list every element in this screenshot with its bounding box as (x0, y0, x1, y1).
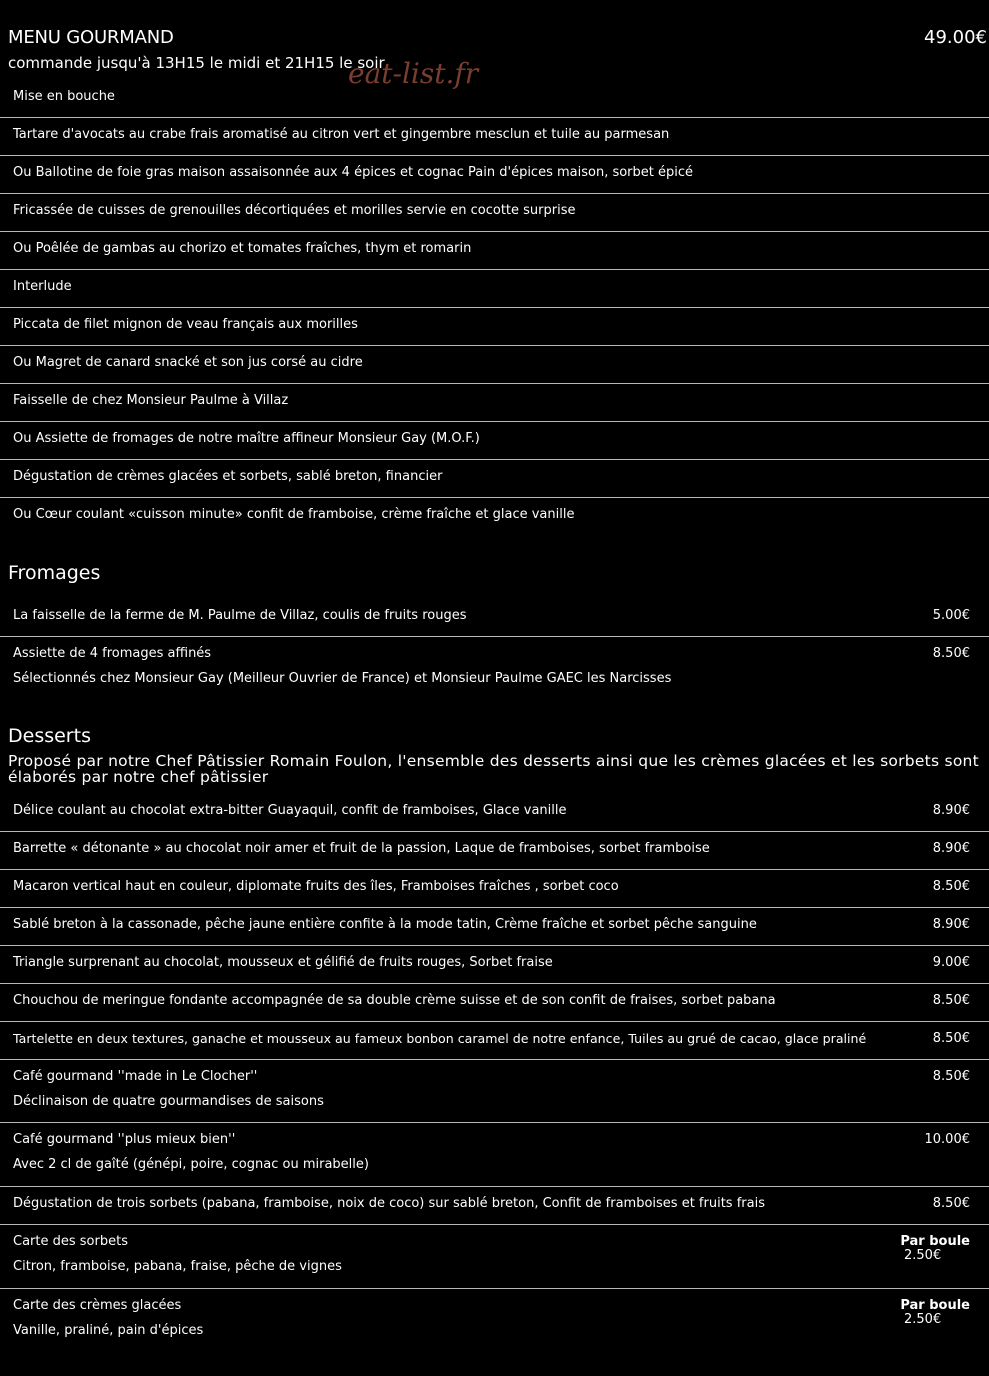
dessert-item-price: 8.90€ (932, 841, 970, 856)
menu-item (0, 498, 989, 536)
fromage-item-price: 8.50€ (932, 646, 970, 661)
dessert-item (0, 1060, 989, 1123)
menu-item-label: Dégustation de crèmes glacées et sorbets, sablé breton, financier (13, 469, 443, 484)
menu-item-label: Fricassée de cuisses de grenouilles décortiquées et morilles servie en cocotte surprise (13, 203, 576, 218)
dessert-item (0, 794, 989, 832)
fromage-item-price: 5.00€ (932, 608, 970, 623)
menu-header (0, 27, 989, 77)
menu-item (0, 308, 989, 346)
dessert-item-price: 8.90€ (932, 803, 970, 818)
menu-item-label: Mise en bouche (13, 89, 115, 104)
dessert-item-label: Délice coulant au chocolat extra-bitter Guayaquil, confit de framboises, Glace vanille (13, 803, 567, 818)
menu-item (0, 384, 989, 422)
dessert-item (0, 1289, 989, 1353)
fromage-item-desc: Sélectionnés chez Monsieur Gay (Meilleur Ouvrier de France) et Monsieur Paulme GAEC les Narcisses (13, 671, 672, 686)
dessert-item-label: Carte des sorbets (13, 1234, 128, 1249)
dessert-item-label: Macaron vertical haut en couleur, diplomate fruits des îles, Framboises fraîches , sorbet coco (13, 879, 619, 894)
menu-item (0, 156, 989, 194)
dessert-item-price: 10.00€ (924, 1132, 970, 1147)
menu-item-label: Ou Magret de canard snacké et son jus corsé au cidre (13, 355, 363, 370)
menu-title: MENU GOURMAND (8, 27, 174, 48)
menu-item-label: Ou Assiette de fromages de notre maître affineur Monsieur Gay (M.O.F.) (13, 431, 480, 446)
dessert-item (0, 946, 989, 984)
menu-item-label: Ou Cœur coulant «cuisson minute» confit de framboise, crème fraîche et glace vanille (13, 507, 575, 522)
dessert-item-price-note: Par boule (900, 1234, 970, 1249)
dessert-item-price: 8.90€ (932, 917, 970, 932)
dessert-item-label: Café gourmand ''plus mieux bien'' (13, 1132, 236, 1147)
dessert-item-label: Dégustation de trois sorbets (pabana, framboise, noix de coco) sur sablé breton, Confit de framboises et fruits frais (13, 1196, 765, 1211)
dessert-item (0, 832, 989, 870)
menu-item (0, 460, 989, 498)
menu-item-label: Faisselle de chez Monsieur Paulme à Villaz (13, 393, 289, 408)
watermark-logo: eat-list.fr (348, 57, 479, 90)
dessert-item-label: Chouchou de meringue fondante accompagnée de sa double crème suisse et de son confit de fraises, sorbet pabana (13, 993, 776, 1008)
dessert-item-label: Triangle surprenant au chocolat, mousseux et gélifié de fruits rouges, Sorbet fraise (13, 955, 553, 970)
dessert-item (0, 1123, 989, 1187)
menu-subtitle: commande jusqu'à 13H15 le midi et 21H15 le soir (8, 54, 385, 72)
fromage-item (0, 599, 989, 637)
dessert-item-label: Carte des crèmes glacées (13, 1298, 182, 1313)
section-title-desserts: Desserts (8, 725, 91, 747)
menu-item-label: Ou Poêlée de gambas au chorizo et tomates fraîches, thym et romarin (13, 241, 472, 256)
fromage-item-label: Assiette de 4 fromages affinés (13, 646, 212, 661)
dessert-item-desc: Avec 2 cl de gaîté (génépi, poire, cognac ou mirabelle) (13, 1157, 369, 1172)
menu-price: 49.00€ (924, 27, 987, 48)
menu-item-label: Piccata de filet mignon de veau français aux morilles (13, 317, 358, 332)
dessert-item-price: 8.50€ (932, 1031, 970, 1046)
menu-item (0, 422, 989, 460)
dessert-item-label: Café gourmand ''made in Le Clocher'' (13, 1069, 258, 1084)
dessert-item (0, 984, 989, 1022)
section-title-fromages: Fromages (8, 562, 101, 584)
menu-item (0, 346, 989, 384)
fromage-item (0, 637, 989, 700)
dessert-item-price-note: Par boule (900, 1298, 970, 1313)
dessert-item (0, 1187, 989, 1225)
dessert-item (0, 1022, 989, 1060)
dessert-item-desc: Déclinaison de quatre gourmandises de saisons (13, 1094, 324, 1109)
dessert-item (0, 870, 989, 908)
menu-item-label: Tartare d'avocats au crabe frais aromatisé au citron vert et gingembre mesclun et tuile au parmesan (13, 127, 670, 142)
dessert-item-desc: Citron, framboise, pabana, fraise, pêche de vignes (13, 1259, 342, 1274)
dessert-item-label: Tartelette en deux textures, ganache et mousseux au fameux bonbon caramel de notre enfance, Tuiles au grué de cacao, glace praliné (13, 1031, 867, 1046)
dessert-item-price: 2.50€ (904, 1248, 942, 1263)
menu-item-label: Ou Ballotine de foie gras maison assaisonnée aux 4 épices et cognac Pain d'épices maison, sorbet épicé (13, 165, 694, 180)
dessert-item-label: Sablé breton à la cassonade, pêche jaune entière confite à la mode tatin, Crème fraîche et sorbet pêche sanguine (13, 917, 757, 932)
menu-item (0, 118, 989, 156)
dessert-item-price: 8.50€ (932, 879, 970, 894)
dessert-item-price: 8.50€ (932, 1196, 970, 1211)
menu-item-label: Interlude (13, 279, 72, 294)
dessert-item (0, 908, 989, 946)
dessert-item-price: 2.50€ (904, 1312, 942, 1327)
menu-item (0, 232, 989, 270)
dessert-item-price: 8.50€ (932, 993, 970, 1008)
dessert-item-label: Barrette « détonante » au chocolat noir amer et fruit de la passion, Laque de framboises, sorbet framboise (13, 841, 710, 856)
menu-item (0, 270, 989, 308)
dessert-item-price: 8.50€ (932, 1069, 970, 1084)
menu-item (0, 80, 989, 118)
desserts-intro: Proposé par notre Chef Pâtissier Romain Foulon, l'ensemble des desserts ainsi que les crèmes glacées et les sorbets sont élaborés par notre chef pâtissier (8, 752, 979, 786)
dessert-item-desc: Vanille, praliné, pain d'épices (13, 1323, 204, 1338)
dessert-item-price: 9.00€ (932, 955, 970, 970)
dessert-item (0, 1225, 989, 1289)
menu-item (0, 194, 989, 232)
fromage-item-label: La faisselle de la ferme de M. Paulme de Villaz, coulis de fruits rouges (13, 608, 467, 623)
